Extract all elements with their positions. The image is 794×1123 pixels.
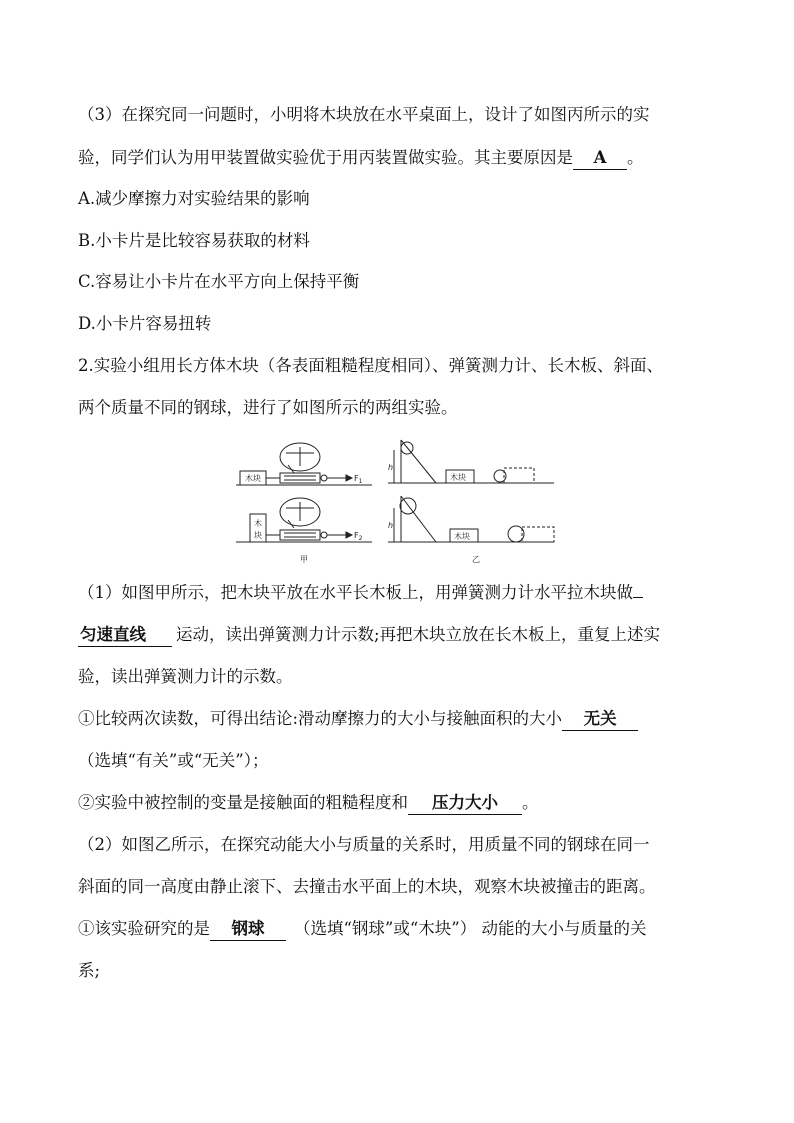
p2-line1: （2）如图乙所示，在探究动能大小与质量的关系时，用质量不同的钢球在同一 bbox=[78, 835, 650, 854]
p1-line1 bbox=[78, 582, 643, 604]
ramp-bottom bbox=[401, 496, 436, 542]
p1-sub2-end: 。 bbox=[522, 793, 539, 812]
answer-blank-3: 压力大小 bbox=[408, 792, 522, 815]
block-label-upright-b: 块 bbox=[254, 531, 262, 540]
option-c: C.容易让小卡片在水平方向上保持平衡 bbox=[78, 272, 360, 291]
p2-sub1-line2: 系; bbox=[78, 961, 101, 980]
option-d: D.小卡片容易扭转 bbox=[78, 314, 212, 333]
q3-line1: （3）在探究同一问题时，小明将木块放在水平桌面上，设计了如图丙所示的实 bbox=[78, 105, 650, 124]
block-label-top: 木块 bbox=[245, 474, 261, 483]
q2-line1: 2.实验小组用长方体木块（各表面粗糙程度相同）、弹簧测力计、长木板、斜面、 bbox=[78, 356, 663, 375]
height-label-top: h bbox=[388, 463, 394, 472]
p2-line2: 斜面的同一高度由静止滚下、去撞击水平面上的木块，观察木块被撞击的距离。 bbox=[78, 877, 656, 896]
force-label-1: $F_1$ bbox=[354, 474, 363, 485]
p1-sub2 bbox=[78, 792, 539, 815]
p2-sub1-rest: （选填“钢球”或“木块”） 动能的大小与质量的关 bbox=[294, 919, 647, 938]
spring-scale-top bbox=[280, 473, 320, 483]
q2-line2: 两个质量不同的钢球，进行了如图所示的两组实验。 bbox=[78, 398, 458, 417]
p2-sub1 bbox=[78, 918, 647, 941]
q3-line2-text: 验，同学们认为用甲装置做实验优于用丙装置做实验。其主要原因是 bbox=[78, 148, 573, 167]
block-label-upright-a: 木 bbox=[254, 519, 262, 528]
p1-line2 bbox=[78, 624, 660, 647]
option-a: A.减少摩擦力对实验结果的影响 bbox=[78, 189, 310, 208]
answer-blank-q3: A bbox=[573, 147, 627, 170]
p1-line2-text: 运动，读出弹簧测力计示数;再把木块立放在长木板上，重复上述实 bbox=[176, 625, 661, 644]
p1-line3: 验，读出弹簧测力计的示数。 bbox=[78, 667, 293, 686]
caption-jia: 甲 bbox=[300, 555, 308, 564]
ramp-top bbox=[401, 440, 436, 483]
p1-line1-text: （1）如图甲所示，把木块平放在水平长木板上，用弹簧测力计水平拉木块做 bbox=[78, 583, 633, 602]
wood-label-bottom: 木块 bbox=[454, 532, 470, 541]
force-label-2: $F_2$ bbox=[354, 531, 363, 542]
experiment-figure bbox=[236, 438, 556, 580]
wood-label-top: 木块 bbox=[450, 473, 466, 482]
answer-blank-1: 匀速直线 bbox=[78, 624, 172, 647]
height-label-bottom: h bbox=[388, 521, 394, 530]
blank-lead bbox=[633, 597, 643, 598]
caption-yi: 乙 bbox=[472, 555, 480, 564]
option-b: B.小卡片是比较容易获取的材料 bbox=[78, 231, 310, 250]
answer-blank-2: 无关 bbox=[562, 708, 638, 731]
p1-sub1-text: ①比较两次读数，可得出结论:滑动摩擦力的大小与接触面积的大小 bbox=[78, 709, 563, 728]
q3-line2-end: 。 bbox=[627, 148, 644, 167]
spring-scale-bottom bbox=[280, 530, 320, 540]
p1-sub1-line2: （选填“有关”或“无关”）； bbox=[78, 751, 269, 770]
p1-sub1 bbox=[78, 708, 638, 731]
answer-blank-4: 钢球 bbox=[210, 918, 286, 941]
p2-sub1-text: ①该实验研究的是 bbox=[78, 919, 210, 938]
p1-sub2-text: ②实验中被控制的变量是接触面的粗糙程度和 bbox=[78, 793, 408, 812]
q3-line2 bbox=[78, 147, 644, 170]
